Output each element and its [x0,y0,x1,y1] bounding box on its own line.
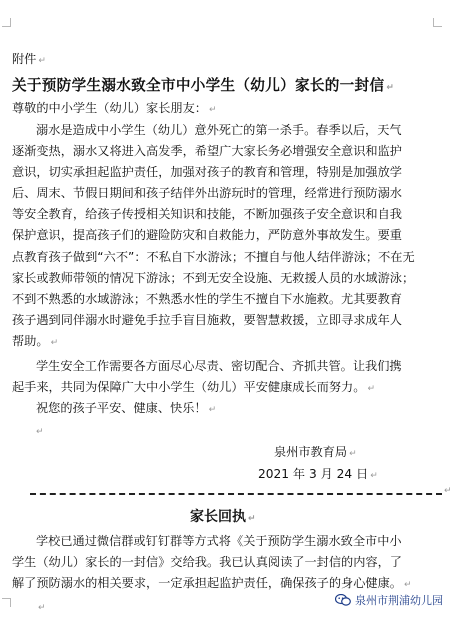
body-line: 等安全教育，给孩子传授相关知识和技能，不断加强孩子安全意识和自我 [12,207,402,221]
letter-title: 关于预防学生溺水致全市中小学生（幼儿）家长的一封信 ↵ [12,77,395,94]
receipt-title: 家长回执 ↵ [190,509,256,525]
margin-corner-mark [2,598,11,607]
body-line: 帮助。 ↵ [12,334,59,348]
closing-line: 祝您的孩子平安、健康、快乐！ ↵ [36,401,217,415]
body-line: 孩子遇到同伴溺水时避免手拉手盲目施救，要智慧救援，立即寻求成年人 [12,313,402,327]
attachment-label: 附件 ↵ [12,52,46,66]
body-line: 后、周末、节假日期间和孩子结伴外出游玩时的管理，经常进行预防溺水 [12,186,402,200]
receipt-line: 学生（幼儿）家长的一封信》交给我。我已认真阅读了一封信的内容，了 [12,555,402,569]
body-line: 点教育孩子做到“六不”：不私自下水游泳；不擅自与他人结伴游泳；不在无 [12,250,415,264]
watermark-text: 泉州市荆浦幼儿园 [355,594,443,607]
body-line: 溺水是造成中小学生（幼儿）意外死亡的第一杀手。春季以后，天气 [36,123,402,137]
paragraph-mark: ↵ [444,486,452,496]
cut-line [30,493,442,495]
signature-org: 泉州市教育局 ↵ [274,445,357,459]
body-line: 保护意识，提高孩子们的避险防灾和自救能力，严防意外事故发生。要重 [12,228,402,242]
margin-corner-mark [433,18,442,27]
receipt-line: 学校已通过微信群或钉钉群等方式将《关于预防学生溺水致全市中小 [36,534,402,548]
body-line: 意识，切实承担起监护责任，加强对孩子的教育和管理，特别是加强放学 [12,165,402,179]
closing-line: 学生安全工作需要各方面尽心尽责、密切配合、齐抓共管。让我们携 [36,359,402,373]
margin-corner-mark [2,18,11,27]
body-line: 家长或教师带领的情况下游泳；不到无安全设施、无救援人员的水域游泳； [12,271,415,285]
body-line: 逐渐变热，溺水又将进入高发季，希望广大家长务必增强安全意识和监护 [12,144,402,158]
signature-date: 2021 年 3 月 24 日 ↵ [258,467,378,481]
wechat-icon [335,594,351,606]
receipt-line: 解了预防溺水的相关要求，一定承担起监护责任，确保孩子的身心健康。 ↵ [12,576,412,590]
wechat-watermark [332,591,446,609]
empty-paragraph: ↵ [38,603,46,613]
empty-paragraph: ↵ [36,427,44,437]
greeting: 尊敬的中小学生（幼儿）家长朋友： ↵ [12,101,217,115]
closing-line: 起手来，共同为保障广大中小学生（幼儿）平安健康成长而努力。 ↵ [12,380,375,394]
body-line: 不到不熟悉的水域游泳；不熟悉水性的学生不擅自下水施救。尤其要教育 [12,292,402,306]
